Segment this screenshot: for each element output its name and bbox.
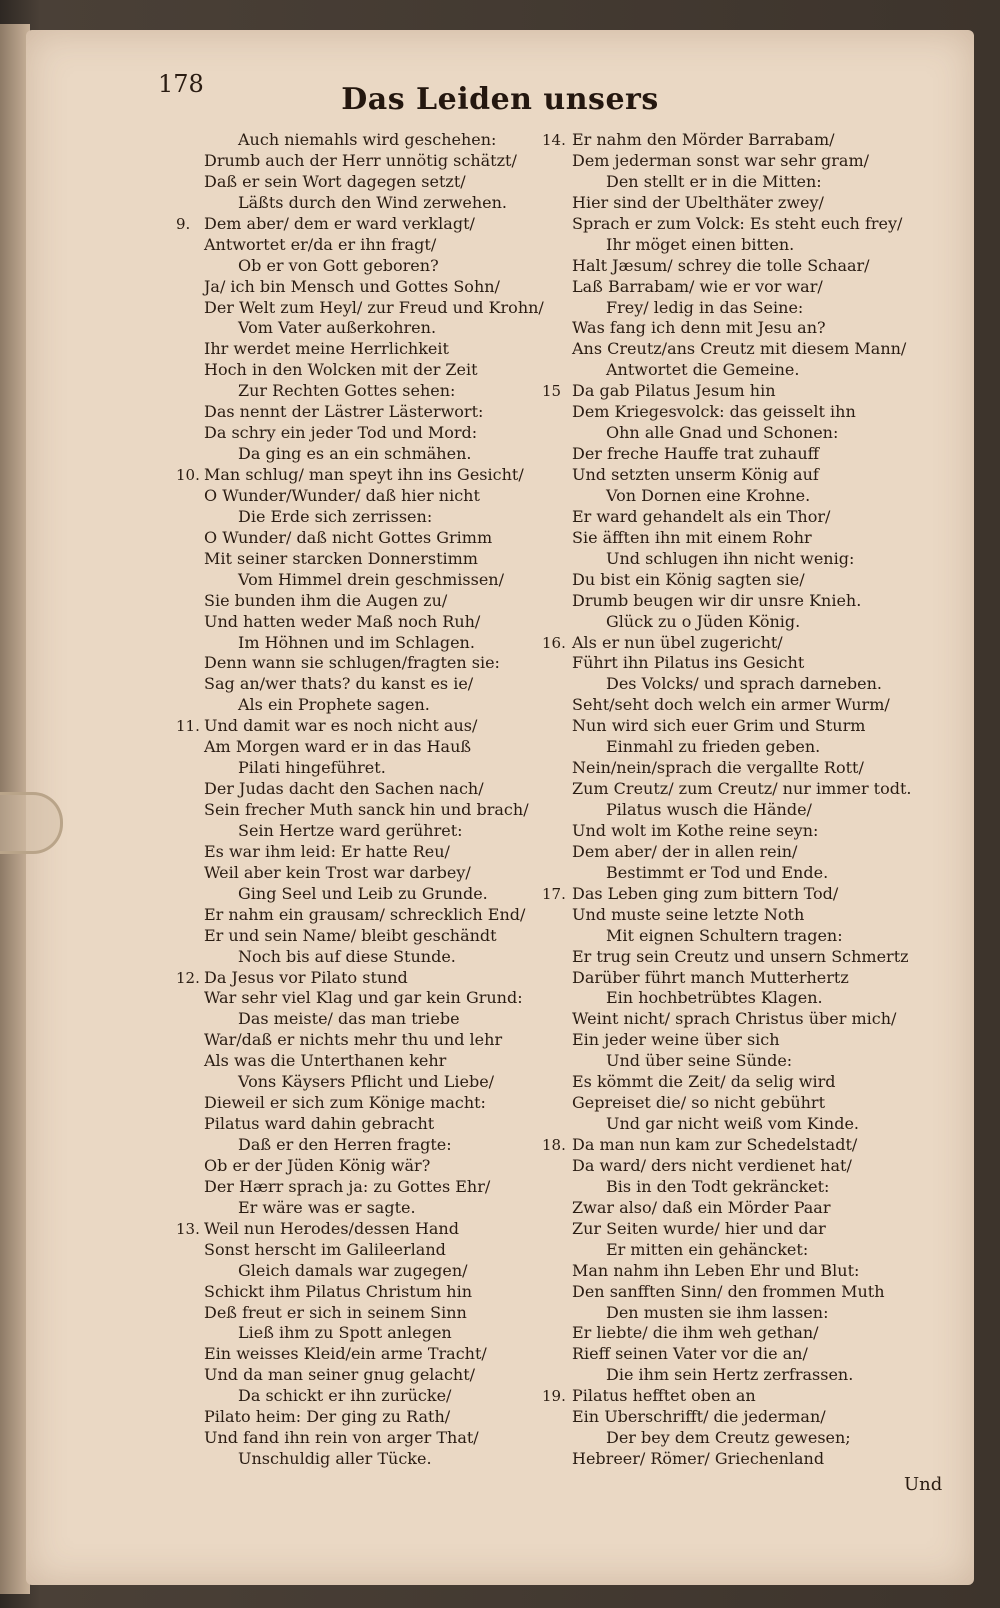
verse-line: [542, 381, 942, 402]
verse-line: [542, 339, 942, 360]
verse-line: [542, 1198, 942, 1219]
verse-line: [168, 716, 538, 737]
verse-text: Sein Hertze ward gerühret:: [238, 820, 463, 840]
verse-line: [168, 612, 538, 633]
verse-line: [168, 695, 538, 716]
verse-text: Pilato heim: Der ging zu Rath/: [204, 1407, 451, 1427]
verse-line: [542, 1449, 942, 1470]
verse-text: Ja/ ich bin Mensch und Gottes Sohn/: [204, 276, 500, 296]
verse-text: Sprach er zum Volck: Es steht euch frey/: [572, 213, 903, 233]
verse-text: Der bey dem Creutz gewesen;: [606, 1428, 851, 1448]
verse-text: Gleich damals war zugegen/: [238, 1260, 468, 1280]
catchword: Und: [904, 1474, 943, 1495]
verse-line: [542, 1407, 942, 1428]
verse-text: Das Leben ging zum bittern Tod/: [572, 883, 839, 903]
verse-line: [168, 1386, 538, 1407]
verse-line: [542, 423, 942, 444]
verse-line: [542, 193, 942, 214]
verse-line: [168, 381, 538, 402]
verse-text: Rieff seinen Vater vor die an/: [572, 1344, 808, 1364]
verse-text: Den musten sie ihm lassen:: [606, 1302, 829, 1322]
verse-line: [168, 1051, 538, 1072]
verse-text: Hebreer/ Römer/ Griechenland: [572, 1449, 825, 1469]
verse-text: Im Höhnen und im Schlagen.: [238, 632, 475, 652]
verse-line: [542, 256, 942, 277]
verse-text: Drumb auch der Herr unnötig schätzt/: [204, 150, 517, 170]
verse-text: Pilatus wusch die Hände/: [606, 800, 812, 819]
running-head: Das Leiden unsers: [341, 82, 659, 117]
verse-text: Und schlugen ihn nicht wenig:: [606, 548, 855, 568]
verse-line: [168, 256, 538, 277]
verse-text: Bis in den Todt gekräncket:: [606, 1176, 830, 1196]
verse-text: Der Hærr sprach ja: zu Gottes Ehr/: [204, 1176, 491, 1196]
verse-text: Als ein Prophete sagen.: [238, 695, 430, 715]
verse-text: Einmahl zu frieden geben.: [606, 737, 821, 757]
verse-text: Mit seiner starcken Donnerstimm: [204, 548, 478, 568]
verse-text: Da man nun kam zur Schedelstadt/: [572, 1135, 858, 1154]
verse-text: Zum Creutz/ zum Creutz/ nur immer todt.: [572, 779, 912, 799]
verse-text: Dem aber/ dem er ward verklagt/: [204, 213, 475, 233]
verse-line: [168, 130, 538, 151]
verse-line: [168, 318, 538, 339]
stanza-number: 11.: [176, 717, 200, 736]
verse-line: [542, 151, 942, 172]
verse-text: Führt ihn Pilatus ins Gesicht: [572, 653, 805, 673]
verse-line: [168, 1114, 538, 1135]
verse-line: [542, 695, 942, 716]
verse-text: Seht/seht doch welch ein armer Wurm/: [572, 695, 890, 715]
verse-text: Ans Creutz/ans Creutz mit diesem Mann/: [572, 339, 907, 359]
verse-line: [168, 674, 538, 695]
verse-line: [542, 130, 942, 151]
verse-text: Unschuldig aller Tücke.: [238, 1449, 432, 1469]
verse-line: [168, 863, 538, 884]
verse-line: [168, 1177, 538, 1198]
verse-text: Von Dornen eine Krohne.: [606, 485, 811, 505]
verse-text: Antwortet die Gemeine.: [606, 360, 800, 380]
verse-line: [542, 1219, 942, 1240]
verse-line: [168, 1009, 538, 1030]
verse-line: [542, 674, 942, 695]
verse-text: Daß er den Herren fragte:: [238, 1135, 452, 1154]
verse-line: [168, 423, 538, 444]
verse-line: [168, 214, 538, 235]
verse-text: Er trug sein Creutz und unsern Schmertz: [572, 946, 909, 966]
verse-line: [542, 1365, 942, 1386]
verse-line: [542, 968, 942, 989]
verse-text: Er und sein Name/ bleibt geschändt: [204, 925, 497, 945]
verse-line: [168, 1428, 538, 1449]
verse-line: [542, 1093, 942, 1114]
verse-text: Vom Himmel drein geschmissen/: [238, 569, 504, 589]
verse-text: Da Jesus vor Pilato stund: [204, 967, 408, 987]
verse-text: Sie bunden ihm die Augen zu/: [204, 590, 448, 610]
verse-line: [168, 1072, 538, 1093]
verse-line: [168, 1240, 538, 1261]
verse-text: Ein jeder weine über sich: [572, 1030, 780, 1050]
verse-text: Drumb beugen wir dir unsre Knieh.: [572, 590, 862, 610]
left-column: [168, 130, 544, 1470]
stanza-number: 10.: [176, 466, 200, 484]
verse-line: [542, 863, 942, 884]
verse-line: [542, 1261, 942, 1282]
verse-line: [542, 444, 942, 465]
verse-text: Ob er von Gott geboren?: [238, 255, 439, 275]
verse-line: [168, 1407, 538, 1428]
verse-text: Er wäre was er sagte.: [238, 1197, 416, 1217]
verse-text: Daß er sein Wort dagegen setzt/: [204, 171, 466, 191]
stanza-number: 18.: [542, 1136, 566, 1154]
verse-text: Und setzten unserm König auf: [572, 465, 819, 484]
verse-text: Und damit war es noch nicht aus/: [204, 716, 478, 736]
verse-text: Ging Seel und Leib zu Grunde.: [238, 883, 488, 903]
verse-text: Zur Rechten Gottes sehen:: [238, 381, 456, 401]
verse-text: Dem Kriegesvolck: das geisselt ihn: [572, 402, 856, 422]
verse-line: [542, 926, 942, 947]
verse-text: Und wolt im Kothe reine seyn:: [572, 820, 819, 840]
verse-text: Und fand ihn rein von arger That/: [204, 1428, 479, 1448]
verse-text: Ein hochbetrübtes Klagen.: [606, 988, 823, 1008]
verse-line: [168, 1449, 538, 1470]
verse-line: [168, 653, 538, 674]
verse-line: [168, 1219, 538, 1240]
verse-line: [542, 1303, 942, 1324]
verse-text: Weint nicht/ sprach Christus über mich/: [572, 1009, 897, 1029]
verse-text: Da schickt er ihn zurücke/: [238, 1386, 452, 1406]
stanza-number: 12.: [176, 968, 200, 987]
verse-text: Er liebte/ die ihm weh gethan/: [572, 1323, 819, 1343]
verse-line: [168, 297, 544, 319]
verse-text: Dieweil er sich zum Könige macht:: [204, 1093, 486, 1113]
verse-line: [542, 612, 942, 633]
verse-line: [542, 1344, 942, 1365]
verse-text: Halt Jæsum/ schrey die tolle Schaar/: [572, 255, 870, 275]
verse-text: Zur Seiten wurde/ hier und dar: [572, 1218, 826, 1238]
verse-line: [542, 486, 942, 507]
verse-text: O Wunder/ daß nicht Gottes Grimm: [204, 527, 493, 547]
verse-line: [542, 570, 942, 591]
verse-line: [542, 800, 942, 821]
verse-text: Man nahm ihn Leben Ehr und Blut:: [572, 1260, 860, 1280]
verse-text: Da ward/ ders nicht verdienet hat/: [572, 1155, 852, 1175]
verse-line: [542, 298, 942, 319]
verse-text: Er mitten ein gehäncket:: [606, 1239, 809, 1259]
verse-text: Hoch in den Wolcken mit der Zeit: [204, 360, 478, 380]
verse-line: [168, 1156, 538, 1177]
verse-text: Schickt ihm Pilatus Christum hin: [204, 1281, 473, 1301]
verse-line: [168, 1198, 538, 1219]
verse-line: [542, 1051, 942, 1072]
stanza-number: 17.: [542, 884, 566, 903]
verse-line: [168, 1365, 538, 1386]
verse-line: [168, 1261, 538, 1282]
verse-text: Den stellt er in die Mitten:: [606, 171, 822, 191]
verse-line: [168, 1135, 538, 1156]
verse-line: [168, 884, 538, 905]
verse-line: [168, 193, 538, 214]
verse-text: Vons Käysers Pflicht und Liebe/: [238, 1072, 495, 1092]
verse-text: Dem aber/ der in allen rein/: [572, 841, 798, 861]
verse-text: Er ward gehandelt als ein Thor/: [572, 506, 831, 526]
verse-line: [542, 318, 942, 339]
verse-line: [168, 339, 538, 360]
verse-line: [168, 968, 538, 989]
verse-text: Es war ihm leid: Er hatte Reu/: [204, 841, 450, 861]
verse-line: [542, 842, 942, 863]
verse-text: Vom Vater außerkohren.: [238, 318, 437, 338]
verse-text: Denn wann sie schlugen/fragten sie:: [204, 653, 500, 673]
verse-text: Da gab Pilatus Jesum hin: [572, 381, 776, 401]
verse-text: Das meiste/ das man triebe: [238, 1009, 460, 1029]
verse-line: [542, 633, 942, 654]
verse-text: Den sanfften Sinn/ den frommen Muth: [572, 1281, 885, 1301]
page-tab-marker: [0, 792, 63, 854]
verse-text: Am Morgen ward er in das Hauß: [204, 737, 472, 757]
verse-line: [168, 779, 538, 800]
verse-text: Die ihm sein Hertz zerfrassen.: [606, 1365, 854, 1385]
verse-line: [168, 1323, 538, 1344]
verse-line: [542, 235, 942, 256]
stanza-number: 15: [542, 382, 562, 401]
verse-text: Und über seine Sünde:: [606, 1051, 793, 1071]
verse-line: [542, 737, 942, 758]
verse-text: Auch niemahls wird geschehen:: [238, 130, 497, 149]
verse-line: [168, 151, 538, 172]
verse-line: [542, 1030, 942, 1051]
verse-text: Und da man seiner gnug gelacht/: [204, 1365, 476, 1385]
verse-line: [168, 591, 538, 612]
verse-line: [168, 235, 538, 256]
verse-line: [542, 465, 942, 486]
verse-line: [168, 528, 538, 549]
verse-line: [168, 842, 538, 863]
verse-line: [168, 277, 538, 298]
verse-line: [542, 172, 942, 193]
verse-line: [168, 465, 538, 486]
verse-text: Es kömmt die Zeit/ da selig wird: [572, 1072, 836, 1092]
verse-line: [542, 360, 942, 381]
verse-text: Da ging es an ein schmähen.: [238, 444, 472, 464]
verse-line: [168, 633, 538, 654]
verse-line: [542, 277, 942, 298]
verse-line: [168, 1093, 538, 1114]
verse-text: Darüber führt manch Mutterhertz: [572, 967, 849, 987]
verse-line: [542, 905, 942, 926]
right-column: [542, 130, 942, 1470]
verse-line: [542, 1240, 942, 1261]
verse-text: War/daß er nichts mehr thu und lehr: [204, 1030, 503, 1050]
verse-line: [168, 570, 538, 591]
verse-text: Ob er der Jüden König wär?: [204, 1155, 431, 1175]
verse-line: [168, 821, 538, 842]
verse-text: Läßts durch den Wind zerwehen.: [238, 192, 508, 212]
verse-text: Laß Barrabam/ wie er vor war/: [572, 276, 823, 296]
verse-line: [542, 884, 942, 905]
verse-text: Und gar nicht weiß vom Kinde.: [606, 1114, 859, 1134]
verse-text: Ein weisses Kleid/ein arme Tracht/: [204, 1344, 487, 1364]
verse-line: [542, 821, 942, 842]
verse-line: [542, 591, 942, 612]
verse-line: [542, 1428, 942, 1449]
verse-text: Man schlug/ man speyt ihn ins Gesicht/: [204, 465, 524, 484]
verse-line: [542, 758, 942, 779]
verse-line: [168, 758, 538, 779]
verse-text: Antwortet er/da er ihn fragt/: [204, 234, 437, 254]
verse-text: Noch bis auf diese Stunde.: [238, 946, 456, 966]
verse-line: [168, 1303, 538, 1324]
verse-text: Glück zu o Jüden König.: [606, 611, 801, 631]
verse-text: Pilatus hefftet oben an: [572, 1386, 756, 1406]
verse-text: Und muste seine letzte Noth: [572, 904, 805, 924]
verse-line: [168, 507, 538, 528]
verse-line: [168, 1344, 538, 1365]
verse-line: [542, 1156, 942, 1177]
verse-text: Du bist ein König sagten sie/: [572, 569, 805, 589]
stanza-number: 9.: [176, 214, 191, 233]
verse-line: [168, 360, 538, 381]
verse-line: [542, 507, 942, 528]
verse-text: Das nennt der Lästrer Lästerwort:: [204, 402, 484, 422]
verse-text: Gepreiset die/ so nicht gebührt: [572, 1093, 825, 1113]
verse-line: [542, 1135, 942, 1156]
stanza-number: 19.: [542, 1387, 566, 1406]
verse-text: Mit eignen Schultern tragen:: [606, 925, 843, 945]
verse-line: [542, 947, 942, 968]
verse-line: [168, 905, 538, 926]
verse-text: Als was die Unterthanen kehr: [204, 1051, 447, 1071]
verse-line: [542, 214, 942, 235]
verse-text: Der Welt zum Heyl/ zur Freud und Krohn/: [204, 297, 544, 317]
verse-line: [168, 549, 538, 570]
verse-line: [542, 1282, 942, 1303]
verse-line: [542, 1072, 942, 1093]
verse-line: [168, 444, 538, 465]
verse-line: [168, 988, 538, 1009]
verse-text: Sag an/wer thats? du kanst es ie/: [204, 674, 474, 694]
verse-text: Ihr möget einen bitten.: [606, 234, 795, 254]
verse-line: [542, 653, 942, 674]
verse-text: Sie äfften ihn mit einem Rohr: [572, 527, 812, 547]
verse-line: [542, 1177, 942, 1198]
verse-text: Weil aber kein Trost war darbey/: [204, 862, 471, 882]
verse-line: [542, 1114, 942, 1135]
verse-text: Bestimmt er Tod und Ende.: [606, 862, 829, 882]
verse-text: Zwar also/ daß ein Mörder Paar: [572, 1197, 831, 1217]
verse-text: Sein frecher Muth sanck hin und brach/: [204, 800, 529, 819]
verse-text: Weil nun Herodes/dessen Hand: [204, 1218, 459, 1238]
verse-line: [168, 737, 538, 758]
verse-line: [542, 1386, 942, 1407]
verse-line: [542, 988, 942, 1009]
verse-line: [168, 800, 538, 821]
verse-text: Nein/nein/sprach die vergallte Rott/: [572, 758, 864, 778]
verse-text: Sonst herscht im Galileerland: [204, 1239, 446, 1259]
verse-text: Da schry ein jeder Tod und Mord:: [204, 423, 478, 443]
verse-line: [168, 402, 538, 423]
verse-text: Pilati hingeführet.: [238, 758, 386, 778]
verse-text: Der Judas dacht den Sachen nach/: [204, 779, 484, 799]
verse-text: Er nahm ein grausam/ schrecklich End/: [204, 904, 526, 924]
page-number: 178: [158, 70, 204, 98]
verse-text: War sehr viel Klag und gar kein Grund:: [204, 988, 523, 1008]
verse-text: Deß freut er sich in seinem Sinn: [204, 1302, 467, 1322]
verse-text: Dem jederman sonst war sehr gram/: [572, 150, 869, 170]
verse-text: Die Erde sich zerrissen:: [238, 506, 433, 526]
verse-line: [542, 1009, 942, 1030]
verse-text: Der freche Hauffe trat zuhauff: [572, 444, 819, 464]
verse-line: [168, 1030, 538, 1051]
verse-line: [542, 528, 942, 549]
verse-line: [168, 172, 538, 193]
verse-line: [168, 947, 538, 968]
verse-line: [168, 1282, 538, 1303]
verse-text: Des Volcks/ und sprach darneben.: [606, 674, 883, 694]
verse-line: [542, 779, 942, 800]
verse-line: [542, 402, 942, 423]
verse-text: Und hatten weder Maß noch Ruh/: [204, 611, 481, 631]
verse-line: [542, 549, 942, 570]
stanza-number: 13.: [176, 1219, 200, 1238]
verse-line: [542, 716, 942, 737]
verse-text: Er nahm den Mörder Barrabam/: [572, 130, 835, 149]
verse-text: Ohn alle Gnad und Schonen:: [606, 423, 839, 443]
stanza-number: 14.: [542, 131, 566, 149]
verse-text: Nun wird sich euer Grim und Sturm: [572, 716, 866, 736]
verse-text: Was fang ich denn mit Jesu an?: [572, 318, 826, 338]
verse-text: Ein Uberschrifft/ die jederman/: [572, 1407, 826, 1427]
verse-line: [168, 926, 538, 947]
verse-line: [168, 486, 538, 507]
verse-line: [542, 1323, 942, 1344]
verse-text: Hier sind der Ubelthäter zwey/: [572, 192, 824, 212]
verse-text: Frey/ ledig in das Seine:: [606, 297, 804, 317]
verse-text: Als er nun übel zugericht/: [572, 632, 783, 652]
verse-text: O Wunder/Wunder/ daß hier nicht: [204, 485, 480, 505]
verse-text: Ließ ihm zu Spott anlegen: [238, 1323, 452, 1343]
stanza-number: 16.: [542, 633, 566, 652]
verse-text: Ihr werdet meine Herrlichkeit: [204, 339, 449, 359]
verse-text: Pilatus ward dahin gebracht: [204, 1114, 435, 1134]
